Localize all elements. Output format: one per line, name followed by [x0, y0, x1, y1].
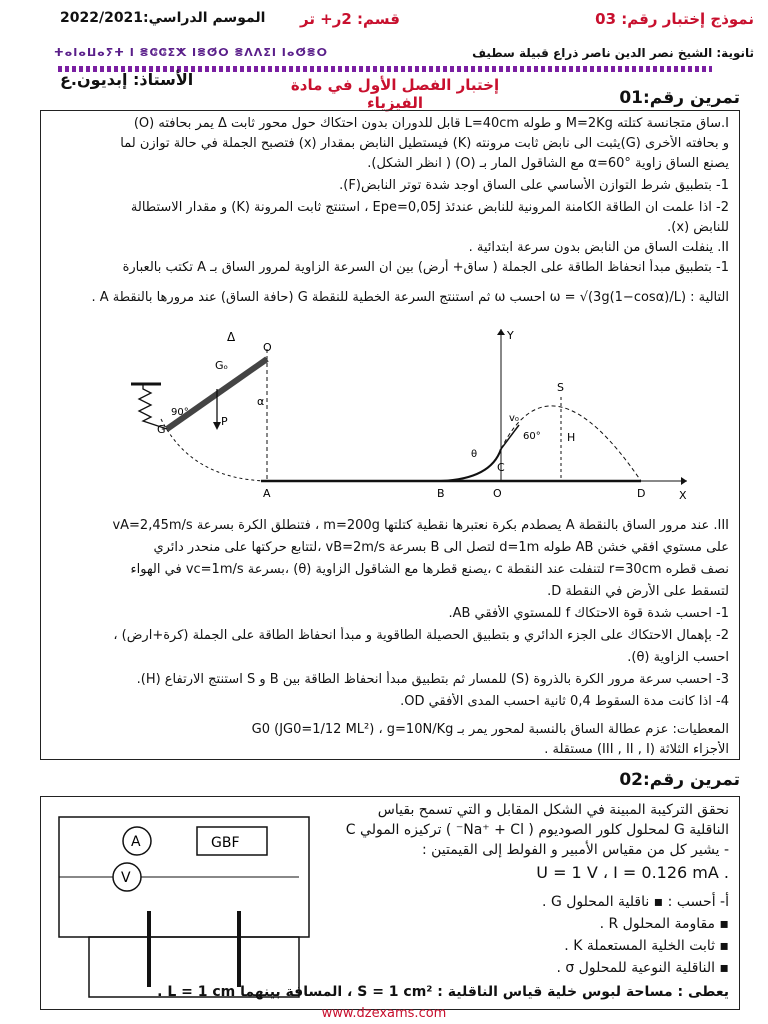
label-h: H — [567, 431, 576, 444]
ex2-given: يعطى : مساحة لبوس خلية قياس الناقلية : S = 1 cm² ، المسافة بينهما L = 1 cm . — [157, 984, 729, 1000]
ex2-line: الناقلية G لمحلول كلور الصوديوم ( Na⁺ + Cl⁻ ) تركيزه المولي C — [345, 822, 729, 838]
label-vc: v₀ — [509, 413, 519, 424]
ex1-line: III. عند مرور الساق بالنقطة A يصطدم بكرة نعتبرها نقطية كتلتها m=200g ، فتنطلق الكرة بسرعة vA=2,45m/s — [112, 518, 729, 533]
ex1-line: 1- بتطبيق شرط التوازن الأساسي على الساق اوجد شدة توتر النابض(F). — [339, 178, 729, 193]
weight-arrow-head — [213, 422, 221, 430]
exercise-1-title: تمرين رقم:01 — [619, 88, 740, 108]
ex1-line: I.ساق متجانسة كتلته M=2Kg و طوله L=40cm قابل للدوران بدون احتكاك حول محور ثابت Δ يمر بحافته (O) — [133, 116, 729, 131]
label-b: B — [437, 487, 445, 500]
ex2-line: ▪ الناقلية النوعية للمحلول σ . — [556, 960, 729, 976]
ex2-line: نحقق التركيبة المبينة في الشكل المقابل و التي تسمح بقياس — [377, 802, 729, 818]
label-g0: Gₒ — [215, 359, 229, 372]
exercise-1-box — [40, 110, 740, 760]
label-origin: O — [493, 487, 502, 500]
ex1-line: 1- احسب شدة قوة الاحتكاك f للمستوي الأفقي AB. — [448, 606, 729, 621]
exam-title: إختبار الفصل الأول في مادة الفيزياء — [290, 76, 500, 112]
label-a: A — [263, 487, 271, 500]
label-p: P — [221, 415, 228, 428]
mechanics-figure — [131, 329, 691, 509]
ex2-line: ▪ مقاومة المحلول R . — [599, 916, 729, 932]
footer-site-link[interactable]: www.dzexams.com — [321, 1006, 447, 1021]
label-60: 60° — [523, 431, 541, 442]
label-d: D — [637, 487, 646, 500]
label-s: S — [557, 381, 564, 394]
ex1-line: 3- احسب سرعة مرور الكرة بالذروة (S) للمسار ثم بتطبيق مبدأ انحفاظ الطاقة بين B و S استنتج الارتفاع (H). — [136, 672, 729, 687]
ex1-line: II. ينفلت الساق من النابض بدون سرعة ابتدائية . — [468, 240, 729, 255]
label-x: X — [679, 489, 687, 502]
teacher-name: الأستاذ: إبديون.ع — [60, 70, 194, 89]
exam-model-label: نموذج إختبار رقم: 03 — [595, 10, 754, 28]
ex1-line: يصنع الساق زاوية α=60° مع الشاقول المار بـ (O) ( انظر الشكل). — [367, 156, 729, 171]
school-name: ثانوية: الشيخ نصر الدين ناصر ذراع قبيلة سطيف — [472, 46, 754, 60]
ex1-line: المعطيات: عزم عطالة الساق بالنسبة لمحور يمر بـ G0 (JG0=1/12 ML²) ، g=10N/Kg — [251, 722, 729, 737]
label-90: 90° — [171, 407, 189, 418]
class-label: قسم: 2ر+ تر — [300, 10, 400, 28]
exercise-2-box — [40, 796, 740, 1010]
ex2-measurements: . U = 1 V ، I = 0.126 mA — [536, 863, 729, 882]
ex1-line: 2- اذا علمت ان الطاقة الكامنة المرونية للنابض عندئذ Epe=0,05J ، استنتج ثابت المرونة (K) و مقدار الاستطالة — [130, 200, 729, 215]
ammeter-label: A — [131, 834, 141, 850]
x-axis-arrow — [681, 477, 687, 485]
ex1-line: 1- بتطبيق مبدأ انحفاظ الطاقة على الجملة ( ساق+ أرض) بين ان السرعة الزاوية لمرور الساق بـ A تكتب بالعبارة — [122, 260, 729, 275]
ex1-line: للنابض (x). — [667, 220, 729, 235]
tifinagh-text: ⵜⴰⵏⴰⵡⴰⵢⵜ ⵏ ⴻⵛⵛⵉⵅ ⵏⴻⵚⵔ ⴻⴷⴷⵉⵏ ⵏⴰⵚⴻⵔ — [54, 46, 328, 59]
ex2-line: أ- أحسب : ▪ ناقلية المحلول G . — [542, 894, 729, 910]
voltmeter-label: V — [121, 870, 131, 886]
season-label: الموسم الدراسي:2022/2021 — [60, 10, 266, 26]
ex2-line: ▪ ثابت الخلية المستعملة K . — [564, 938, 729, 954]
label-delta: Δ — [227, 330, 236, 344]
y-axis-arrow — [497, 329, 505, 335]
ex1-line: و بحافته الأخرى (G)يثبت الى نابض ثابت مرونته (K) فيستطيل النابض بمقدار (x) فتصبح الجملة في حالة توازن لما — [120, 136, 729, 151]
label-g: G — [157, 423, 166, 436]
ex1-line: نصف قطره r=30cm لتنفلت عند النقطة c ،يصنع قطرها مع الشاقول الزاوية (θ) ،بسرعة vc=1m/s في الهواء — [130, 562, 729, 577]
generator-label: GBF — [211, 835, 240, 851]
label-theta: θ — [471, 449, 478, 460]
velocity-vc — [501, 425, 519, 449]
ex1-line: 4- اذا كانت مدة السقوط 0,4 ثانية احسب المدى الأفقي OD. — [400, 694, 729, 709]
label-alpha: α — [257, 395, 265, 408]
label-y: Y — [507, 329, 514, 342]
ex1-line: الأجزاء الثلاثة (III , II , I) مستقلة . — [544, 742, 729, 757]
label-c: C — [497, 461, 505, 474]
ex1-line: على مستوي افقي خشن AB طوله d=1m لتصل الى B بسرعة vB=2m/s ،لتتابع حركتها على منحدر دائري — [153, 540, 729, 555]
ex1-line: احسب الزاوية (θ). — [627, 650, 729, 665]
circuit-diagram — [49, 801, 349, 1005]
ex2-line: - يشير كل من مقياس الأمبير و الفولط إلى القيمتين : — [421, 842, 729, 858]
ex1-line: 2- بإهمال الاحتكاك على الجزء الدائري و بتطبيق الحصيلة الطاقوية و مبدأ انحفاظ الطاقة على الجملة (كرة+ارض) ، — [113, 628, 729, 643]
ex1-line: لتسقط على الأرض في النقطة D. — [547, 584, 729, 599]
exercise-2-title: تمرين رقم:02 — [619, 770, 740, 790]
ex1-line: التالية : ω = √(3g(1−cosα)/L) احسب ω ثم استنتج السرعة الخطية للنقطة G (حافة الساق) عند مرورها بالنقطة A . — [91, 290, 729, 305]
rod-arc — [161, 419, 267, 481]
label-o: O — [263, 341, 272, 354]
